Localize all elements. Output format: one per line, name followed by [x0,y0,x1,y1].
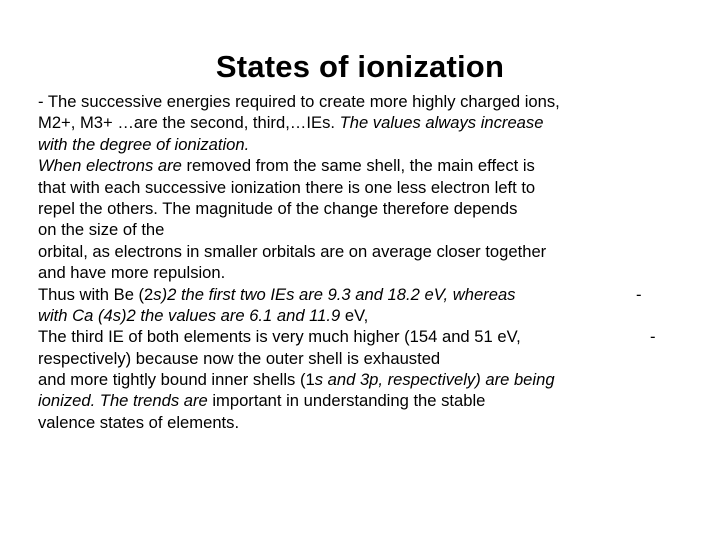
body-line-5: that with each successive ionization there is one less electron left to [38,177,536,197]
body-line-8: orbital, as electrons in smaller orbitals are on average closer together [38,241,547,261]
body-line-13: respectively) because now the outer shell is exhausted [38,348,441,368]
body-line-16: valence states of elements. [38,412,240,432]
body-line-11: with Ca (4s)2 the values are 6.1 and 11.9 eV, [38,305,369,325]
body-line-9: and have more repulsion. [38,263,226,283]
line-dash-marker: - [636,284,642,304]
body-line-10: Thus with Be (2s)2 the first two IEs are 9.3 and 18.2 eV, whereas - [38,284,642,304]
slide-body-text [38,91,714,433]
line-dash-marker: - [650,327,656,347]
slide-title: States of ionization [215,49,505,84]
body-line-15: ionized. The trends are important in understanding the stable [38,391,486,411]
body-line-14: and more tightly bound inner shells (1s and 3p, respectively) are being [38,370,555,390]
body-line-12: The third IE of both elements is very much higher (154 and 51 eV, - [38,327,656,347]
body-line-6: repel the others. The magnitude of the change therefore depends [38,198,518,218]
body-line-1: - The successive energies required to create more highly charged ions, [38,92,560,111]
body-line-2: M2+, M3+ …are the second, third,…IEs. The values always increase [38,113,544,133]
body-line-7: on the size of the [38,220,165,240]
body-line-3: with the degree of ionization. [38,134,250,154]
body-line-4: When electrons are removed from the same shell, the main effect is [38,156,535,176]
